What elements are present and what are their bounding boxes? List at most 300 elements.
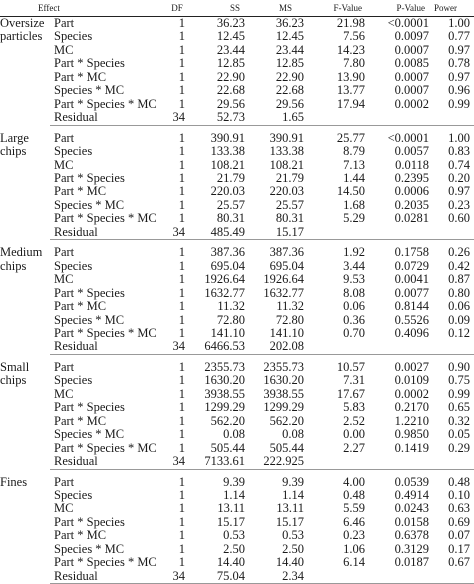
cell-ms: 1630.20 bbox=[263, 374, 305, 388]
table-row bbox=[0, 172, 474, 185]
cell-power: 0.09 bbox=[448, 313, 471, 327]
cell-ss: 133.38 bbox=[210, 145, 246, 159]
cell-ms: 36.23 bbox=[275, 16, 305, 30]
table-row bbox=[0, 132, 474, 145]
cell-ss: 220.03 bbox=[210, 185, 246, 199]
cell-df: 1 bbox=[178, 97, 186, 111]
cell-f-value: 14.50 bbox=[336, 185, 366, 199]
cell-p-value: 0.0027 bbox=[394, 360, 430, 374]
cell-ss: 2355.73 bbox=[204, 360, 246, 374]
cell-effect: Residual bbox=[50, 226, 162, 240]
group-label: Small chips bbox=[0, 360, 30, 388]
cell-power: 0.48 bbox=[448, 475, 471, 489]
cell-df: 1 bbox=[178, 198, 186, 212]
cell-effect: Species * MC bbox=[54, 84, 125, 98]
cell-f-value: 9.53 bbox=[343, 273, 366, 287]
table-row bbox=[0, 489, 474, 502]
cell-ss: 0.53 bbox=[223, 529, 246, 543]
cell-power: 0.26 bbox=[448, 246, 471, 260]
header-ss: SS bbox=[188, 0, 248, 17]
cell-effect: MC bbox=[54, 502, 74, 516]
table-row bbox=[0, 388, 474, 401]
cell-p-value: 0.0006 bbox=[394, 185, 430, 199]
cell-power: 0.90 bbox=[448, 360, 471, 374]
cell-df: 1 bbox=[178, 542, 186, 556]
cell-effect: Part * MC bbox=[54, 185, 107, 199]
table-row bbox=[0, 516, 474, 529]
cell-power bbox=[431, 455, 474, 469]
cell-ss: 0.08 bbox=[223, 428, 246, 442]
cell-f-value: 1.44 bbox=[343, 171, 366, 185]
table-row bbox=[0, 442, 474, 455]
header-df: DF bbox=[162, 0, 188, 17]
cell-power: 0.32 bbox=[448, 414, 471, 428]
cell-ss: 1630.20 bbox=[204, 374, 246, 388]
cell-effect: Part * Species bbox=[54, 401, 125, 415]
cell-p-value: 0.0085 bbox=[394, 57, 430, 71]
cell-effect: Part bbox=[54, 131, 75, 145]
cell-ms: 202.08 bbox=[248, 340, 306, 354]
table-row bbox=[0, 361, 474, 374]
cell-power: 0.80 bbox=[448, 286, 471, 300]
table-body bbox=[0, 17, 474, 584]
cell-f-value: 0.06 bbox=[343, 300, 366, 314]
cell-effect: Species * MC bbox=[54, 198, 125, 212]
cell-df: 34 bbox=[162, 340, 188, 354]
cell-df: 1 bbox=[178, 475, 186, 489]
table-row bbox=[0, 570, 474, 584]
cell-ss: 1926.64 bbox=[204, 273, 246, 287]
cell-df: 1 bbox=[178, 185, 186, 199]
cell-f-value: 0.00 bbox=[343, 428, 366, 442]
cell-ms: 222.925 bbox=[248, 455, 306, 469]
cell-ms: 0.08 bbox=[282, 428, 305, 442]
cell-df: 1 bbox=[178, 158, 186, 172]
header-ms: MS bbox=[248, 0, 306, 17]
cell-power: 0.20 bbox=[448, 171, 471, 185]
cell-f-value: 2.52 bbox=[343, 414, 366, 428]
cell-df: 1 bbox=[178, 300, 186, 314]
table-row bbox=[0, 273, 474, 286]
cell-effect: Residual bbox=[50, 455, 162, 469]
cell-ms: 1.14 bbox=[282, 488, 305, 502]
table-row bbox=[0, 17, 474, 31]
header-row bbox=[0, 0, 474, 17]
cell-f-value: 21.98 bbox=[336, 16, 366, 30]
cell-ms: 9.39 bbox=[282, 475, 305, 489]
cell-df: 1 bbox=[178, 556, 186, 570]
cell-f-value: 5.29 bbox=[343, 212, 366, 226]
cell-ss: 1299.29 bbox=[204, 401, 246, 415]
cell-ms: 141.10 bbox=[269, 326, 305, 340]
cell-ss: 1632.77 bbox=[204, 286, 246, 300]
table-row bbox=[0, 415, 474, 428]
cell-f-value bbox=[306, 570, 366, 584]
table-row bbox=[0, 455, 474, 469]
cell-ss: 72.80 bbox=[216, 313, 246, 327]
cell-df: 1 bbox=[178, 273, 186, 287]
cell-df: 1 bbox=[178, 428, 186, 442]
cell-p-value: 0.0007 bbox=[394, 84, 430, 98]
cell-ss: 485.49 bbox=[188, 226, 248, 240]
cell-df: 1 bbox=[178, 414, 186, 428]
cell-p-value bbox=[366, 570, 431, 584]
cell-power: 0.78 bbox=[448, 57, 471, 71]
cell-p-value: 0.3129 bbox=[394, 542, 430, 556]
cell-p-value: 0.2170 bbox=[394, 401, 430, 415]
cell-p-value: 1.2210 bbox=[394, 414, 430, 428]
cell-p-value: 0.1419 bbox=[394, 441, 430, 455]
cell-ms: 80.31 bbox=[275, 212, 305, 226]
cell-df: 1 bbox=[178, 212, 186, 226]
cell-effect: Residual bbox=[50, 340, 162, 354]
cell-p-value: 0.6378 bbox=[394, 529, 430, 543]
cell-p-value: 0.4914 bbox=[394, 488, 430, 502]
cell-df: 1 bbox=[178, 259, 186, 273]
cell-ss: 12.85 bbox=[216, 57, 246, 71]
cell-f-value: 1.68 bbox=[343, 198, 366, 212]
cell-power: 0.23 bbox=[448, 198, 471, 212]
cell-effect: Species * MC bbox=[54, 313, 125, 327]
cell-power: 0.97 bbox=[448, 43, 471, 57]
cell-power: 0.10 bbox=[448, 488, 471, 502]
cell-effect: Part bbox=[54, 246, 75, 260]
cell-effect: Species bbox=[54, 145, 93, 159]
group-label: Fines bbox=[0, 475, 28, 489]
table-row bbox=[0, 84, 474, 97]
table-row bbox=[0, 30, 474, 43]
cell-effect: MC bbox=[54, 273, 74, 287]
cell-power: 0.29 bbox=[448, 441, 471, 455]
cell-df: 1 bbox=[178, 171, 186, 185]
cell-ss: 505.44 bbox=[210, 441, 246, 455]
cell-ss: 22.90 bbox=[216, 70, 246, 84]
header-effect: Effect bbox=[0, 0, 162, 17]
cell-p-value: 0.2035 bbox=[394, 198, 430, 212]
cell-ss: 52.73 bbox=[188, 111, 248, 125]
cell-f-value: 6.14 bbox=[343, 556, 366, 570]
cell-ms: 12.45 bbox=[275, 30, 305, 44]
cell-p-value: 0.0097 bbox=[394, 30, 430, 44]
cell-ms: 220.03 bbox=[269, 185, 305, 199]
cell-effect: Part * Species bbox=[54, 515, 125, 529]
cell-p-value: 0.0041 bbox=[394, 273, 430, 287]
cell-f-value bbox=[306, 226, 366, 240]
cell-p-value: 0.1758 bbox=[394, 246, 430, 260]
cell-df: 1 bbox=[178, 30, 186, 44]
cell-ss: 390.91 bbox=[210, 131, 246, 145]
cell-ms: 11.32 bbox=[276, 300, 305, 314]
cell-p-value: 0.9850 bbox=[394, 428, 430, 442]
cell-power: 0.07 bbox=[448, 529, 471, 543]
cell-f-value: 13.90 bbox=[336, 70, 366, 84]
cell-ms: 29.56 bbox=[275, 97, 305, 111]
cell-effect: Part * MC bbox=[54, 300, 107, 314]
cell-p-value: 0.0002 bbox=[394, 97, 430, 111]
cell-power: 0.06 bbox=[448, 300, 471, 314]
header-power: Power bbox=[431, 0, 474, 17]
cell-effect: Species bbox=[54, 488, 93, 502]
cell-ss: 6466.53 bbox=[188, 340, 248, 354]
cell-f-value: 0.23 bbox=[343, 529, 366, 543]
cell-f-value: 6.46 bbox=[343, 515, 366, 529]
table-row bbox=[0, 111, 474, 125]
cell-ss: 1.14 bbox=[223, 488, 246, 502]
cell-power: 0.74 bbox=[448, 158, 471, 172]
cell-ms: 21.79 bbox=[275, 171, 305, 185]
cell-ms: 2.50 bbox=[282, 542, 305, 556]
cell-ss: 562.20 bbox=[210, 414, 246, 428]
cell-effect: Part * MC bbox=[54, 70, 107, 84]
cell-df: 1 bbox=[178, 145, 186, 159]
cell-ms: 3938.55 bbox=[263, 387, 305, 401]
cell-p-value: 0.0729 bbox=[394, 259, 430, 273]
cell-effect: Residual bbox=[50, 570, 162, 584]
cell-power: 0.42 bbox=[448, 259, 471, 273]
table-row bbox=[0, 327, 474, 340]
cell-f-value: 3.44 bbox=[343, 259, 366, 273]
cell-df: 34 bbox=[162, 226, 188, 240]
cell-f-value: 5.83 bbox=[343, 401, 366, 415]
cell-effect: Part * Species * MC bbox=[54, 326, 157, 340]
cell-power: 0.63 bbox=[448, 502, 471, 516]
cell-f-value: 14.23 bbox=[336, 43, 366, 57]
cell-df: 1 bbox=[178, 387, 186, 401]
cell-power: 0.87 bbox=[448, 273, 471, 287]
cell-ms: 12.85 bbox=[275, 57, 305, 71]
cell-p-value: 0.0002 bbox=[394, 387, 430, 401]
cell-f-value: 4.00 bbox=[343, 475, 366, 489]
cell-ss: 29.56 bbox=[216, 97, 246, 111]
cell-f-value: 0.70 bbox=[343, 326, 366, 340]
table-row bbox=[0, 428, 474, 441]
cell-f-value: 17.94 bbox=[336, 97, 366, 111]
cell-ss: 3938.55 bbox=[204, 387, 246, 401]
cell-power: 0.77 bbox=[448, 30, 471, 44]
cell-f-value: 1.92 bbox=[343, 246, 366, 260]
cell-ms: 14.40 bbox=[275, 556, 305, 570]
cell-ss: 2.50 bbox=[223, 542, 246, 556]
group-label: Medium chips bbox=[0, 246, 43, 273]
cell-df: 1 bbox=[178, 16, 186, 30]
cell-effect: Part bbox=[54, 475, 75, 489]
cell-p-value: 0.0243 bbox=[394, 502, 430, 516]
cell-p-value: 0.0118 bbox=[395, 158, 430, 172]
cell-df: 1 bbox=[178, 488, 186, 502]
cell-df: 34 bbox=[162, 111, 188, 125]
cell-power bbox=[431, 570, 474, 584]
cell-ss: 108.21 bbox=[210, 158, 246, 172]
cell-df: 1 bbox=[178, 401, 186, 415]
cell-f-value: 8.79 bbox=[343, 145, 366, 159]
cell-effect: Part bbox=[54, 360, 75, 374]
cell-ms: 387.36 bbox=[269, 246, 305, 260]
cell-ms: 2355.73 bbox=[263, 360, 305, 374]
cell-power: 1.00 bbox=[448, 16, 471, 30]
table-row bbox=[0, 340, 474, 354]
cell-p-value bbox=[366, 111, 431, 125]
cell-f-value: 8.08 bbox=[343, 286, 366, 300]
cell-df: 1 bbox=[178, 529, 186, 543]
table-row bbox=[0, 401, 474, 414]
cell-p-value: 0.0057 bbox=[394, 145, 430, 159]
table-row bbox=[0, 374, 474, 387]
table-row bbox=[0, 71, 474, 84]
cell-ss: 141.10 bbox=[210, 326, 246, 340]
header-f-value: F-Value bbox=[306, 0, 366, 17]
table-row bbox=[0, 44, 474, 57]
cell-ms: 695.04 bbox=[269, 259, 305, 273]
table-row bbox=[0, 543, 474, 556]
cell-f-value: 7.56 bbox=[343, 30, 366, 44]
cell-df: 1 bbox=[178, 326, 186, 340]
cell-power: 0.97 bbox=[448, 185, 471, 199]
cell-df: 1 bbox=[178, 131, 186, 145]
cell-df: 1 bbox=[178, 286, 186, 300]
cell-power: 0.17 bbox=[448, 542, 471, 556]
cell-df: 1 bbox=[178, 441, 186, 455]
cell-ms: 1926.64 bbox=[263, 273, 305, 287]
cell-effect: MC bbox=[54, 43, 74, 57]
cell-ss: 695.04 bbox=[210, 259, 246, 273]
group-label: Large chips bbox=[0, 131, 29, 158]
cell-df: 1 bbox=[178, 374, 186, 388]
cell-ss: 11.32 bbox=[217, 300, 246, 314]
cell-ms: 1299.29 bbox=[263, 401, 305, 415]
cell-ms: 13.11 bbox=[276, 502, 305, 516]
cell-f-value: 10.57 bbox=[336, 360, 366, 374]
cell-p-value: 0.0007 bbox=[394, 43, 430, 57]
cell-p-value: 0.2395 bbox=[394, 171, 430, 185]
cell-ms: 108.21 bbox=[269, 158, 305, 172]
cell-ms: 25.57 bbox=[275, 198, 305, 212]
cell-p-value: 0.0077 bbox=[394, 286, 430, 300]
cell-power bbox=[431, 226, 474, 240]
cell-p-value: 0.0539 bbox=[394, 475, 430, 489]
table-row bbox=[0, 556, 474, 569]
cell-f-value: 2.27 bbox=[343, 441, 366, 455]
table-row bbox=[0, 502, 474, 515]
cell-ss: 36.23 bbox=[216, 16, 246, 30]
cell-p-value bbox=[366, 455, 431, 469]
cell-ss: 14.40 bbox=[216, 556, 246, 570]
cell-power: 0.83 bbox=[448, 145, 471, 159]
cell-f-value bbox=[306, 340, 366, 354]
cell-power: 0.60 bbox=[448, 212, 471, 226]
cell-p-value: <0.0001 bbox=[387, 16, 430, 30]
cell-ss: 15.17 bbox=[216, 515, 246, 529]
cell-f-value bbox=[306, 455, 366, 469]
cell-effect: Species bbox=[54, 374, 93, 388]
cell-df: 34 bbox=[162, 570, 188, 584]
cell-ss: 12.45 bbox=[216, 30, 246, 44]
cell-power bbox=[431, 340, 474, 354]
cell-ms: 22.90 bbox=[275, 70, 305, 84]
table-row bbox=[0, 246, 474, 259]
cell-effect: MC bbox=[54, 158, 74, 172]
cell-p-value: 0.0281 bbox=[394, 212, 430, 226]
cell-ss: 25.57 bbox=[216, 198, 246, 212]
cell-effect: Part * Species bbox=[54, 57, 125, 71]
cell-df: 1 bbox=[178, 502, 186, 516]
cell-ms: 0.53 bbox=[282, 529, 305, 543]
cell-power: 0.99 bbox=[448, 387, 471, 401]
cell-ms: 15.17 bbox=[248, 226, 306, 240]
cell-f-value: 7.80 bbox=[343, 57, 366, 71]
cell-ms: 23.44 bbox=[275, 43, 305, 57]
cell-power: 0.96 bbox=[448, 84, 471, 98]
cell-ms: 2.34 bbox=[248, 570, 306, 584]
cell-ms: 15.17 bbox=[275, 515, 305, 529]
cell-power: 0.97 bbox=[448, 70, 471, 84]
cell-ms: 133.38 bbox=[269, 145, 305, 159]
cell-ms: 562.20 bbox=[269, 414, 305, 428]
cell-p-value: 0.4096 bbox=[394, 326, 430, 340]
cell-ms: 505.44 bbox=[269, 441, 305, 455]
cell-effect: Part * Species * MC bbox=[54, 212, 157, 226]
cell-f-value: 1.06 bbox=[343, 542, 366, 556]
table-row bbox=[0, 185, 474, 198]
cell-df: 1 bbox=[178, 515, 186, 529]
cell-power bbox=[431, 111, 474, 125]
cell-ss: 21.79 bbox=[216, 171, 246, 185]
cell-p-value: 0.8144 bbox=[394, 300, 430, 314]
cell-df: 1 bbox=[178, 84, 186, 98]
cell-p-value: 0.5526 bbox=[394, 313, 430, 327]
cell-f-value: 13.77 bbox=[336, 84, 366, 98]
header-p-value: P-Value bbox=[366, 0, 431, 17]
cell-ss: 23.44 bbox=[216, 43, 246, 57]
table-row bbox=[0, 314, 474, 327]
cell-power: 1.00 bbox=[448, 131, 471, 145]
table-row bbox=[0, 260, 474, 273]
cell-f-value: 25.77 bbox=[336, 131, 366, 145]
cell-power: 0.75 bbox=[448, 374, 471, 388]
cell-p-value bbox=[366, 340, 431, 354]
cell-power: 0.69 bbox=[448, 515, 471, 529]
table-row bbox=[0, 159, 474, 172]
cell-power: 0.99 bbox=[448, 97, 471, 111]
cell-effect: Part * Species bbox=[54, 286, 125, 300]
cell-effect: Species * MC bbox=[54, 428, 125, 442]
table-row bbox=[0, 57, 474, 70]
table-row bbox=[0, 529, 474, 542]
cell-power: 0.67 bbox=[448, 556, 471, 570]
table-header bbox=[0, 0, 474, 17]
cell-ms: 72.80 bbox=[275, 313, 305, 327]
table-row bbox=[0, 476, 474, 489]
cell-df: 34 bbox=[162, 455, 188, 469]
cell-effect: Species * MC bbox=[54, 542, 125, 556]
cell-p-value: 0.0007 bbox=[394, 70, 430, 84]
cell-ss: 9.39 bbox=[223, 475, 246, 489]
cell-ms: 22.68 bbox=[275, 84, 305, 98]
cell-f-value: 0.36 bbox=[343, 313, 366, 327]
cell-effect: MC bbox=[54, 387, 74, 401]
cell-effect: Part * Species * MC bbox=[54, 97, 157, 111]
table-row bbox=[0, 145, 474, 158]
cell-power: 0.65 bbox=[448, 401, 471, 415]
cell-effect: Part * Species bbox=[54, 171, 125, 185]
cell-power: 0.12 bbox=[448, 326, 471, 340]
table-row bbox=[0, 98, 474, 111]
cell-ss: 22.68 bbox=[216, 84, 246, 98]
cell-effect: Part * Species * MC bbox=[54, 441, 157, 455]
cell-ms: 1.65 bbox=[248, 111, 306, 125]
cell-effect: Part * Species * MC bbox=[54, 556, 157, 570]
cell-df: 1 bbox=[178, 246, 186, 260]
cell-effect: Part * MC bbox=[54, 414, 107, 428]
